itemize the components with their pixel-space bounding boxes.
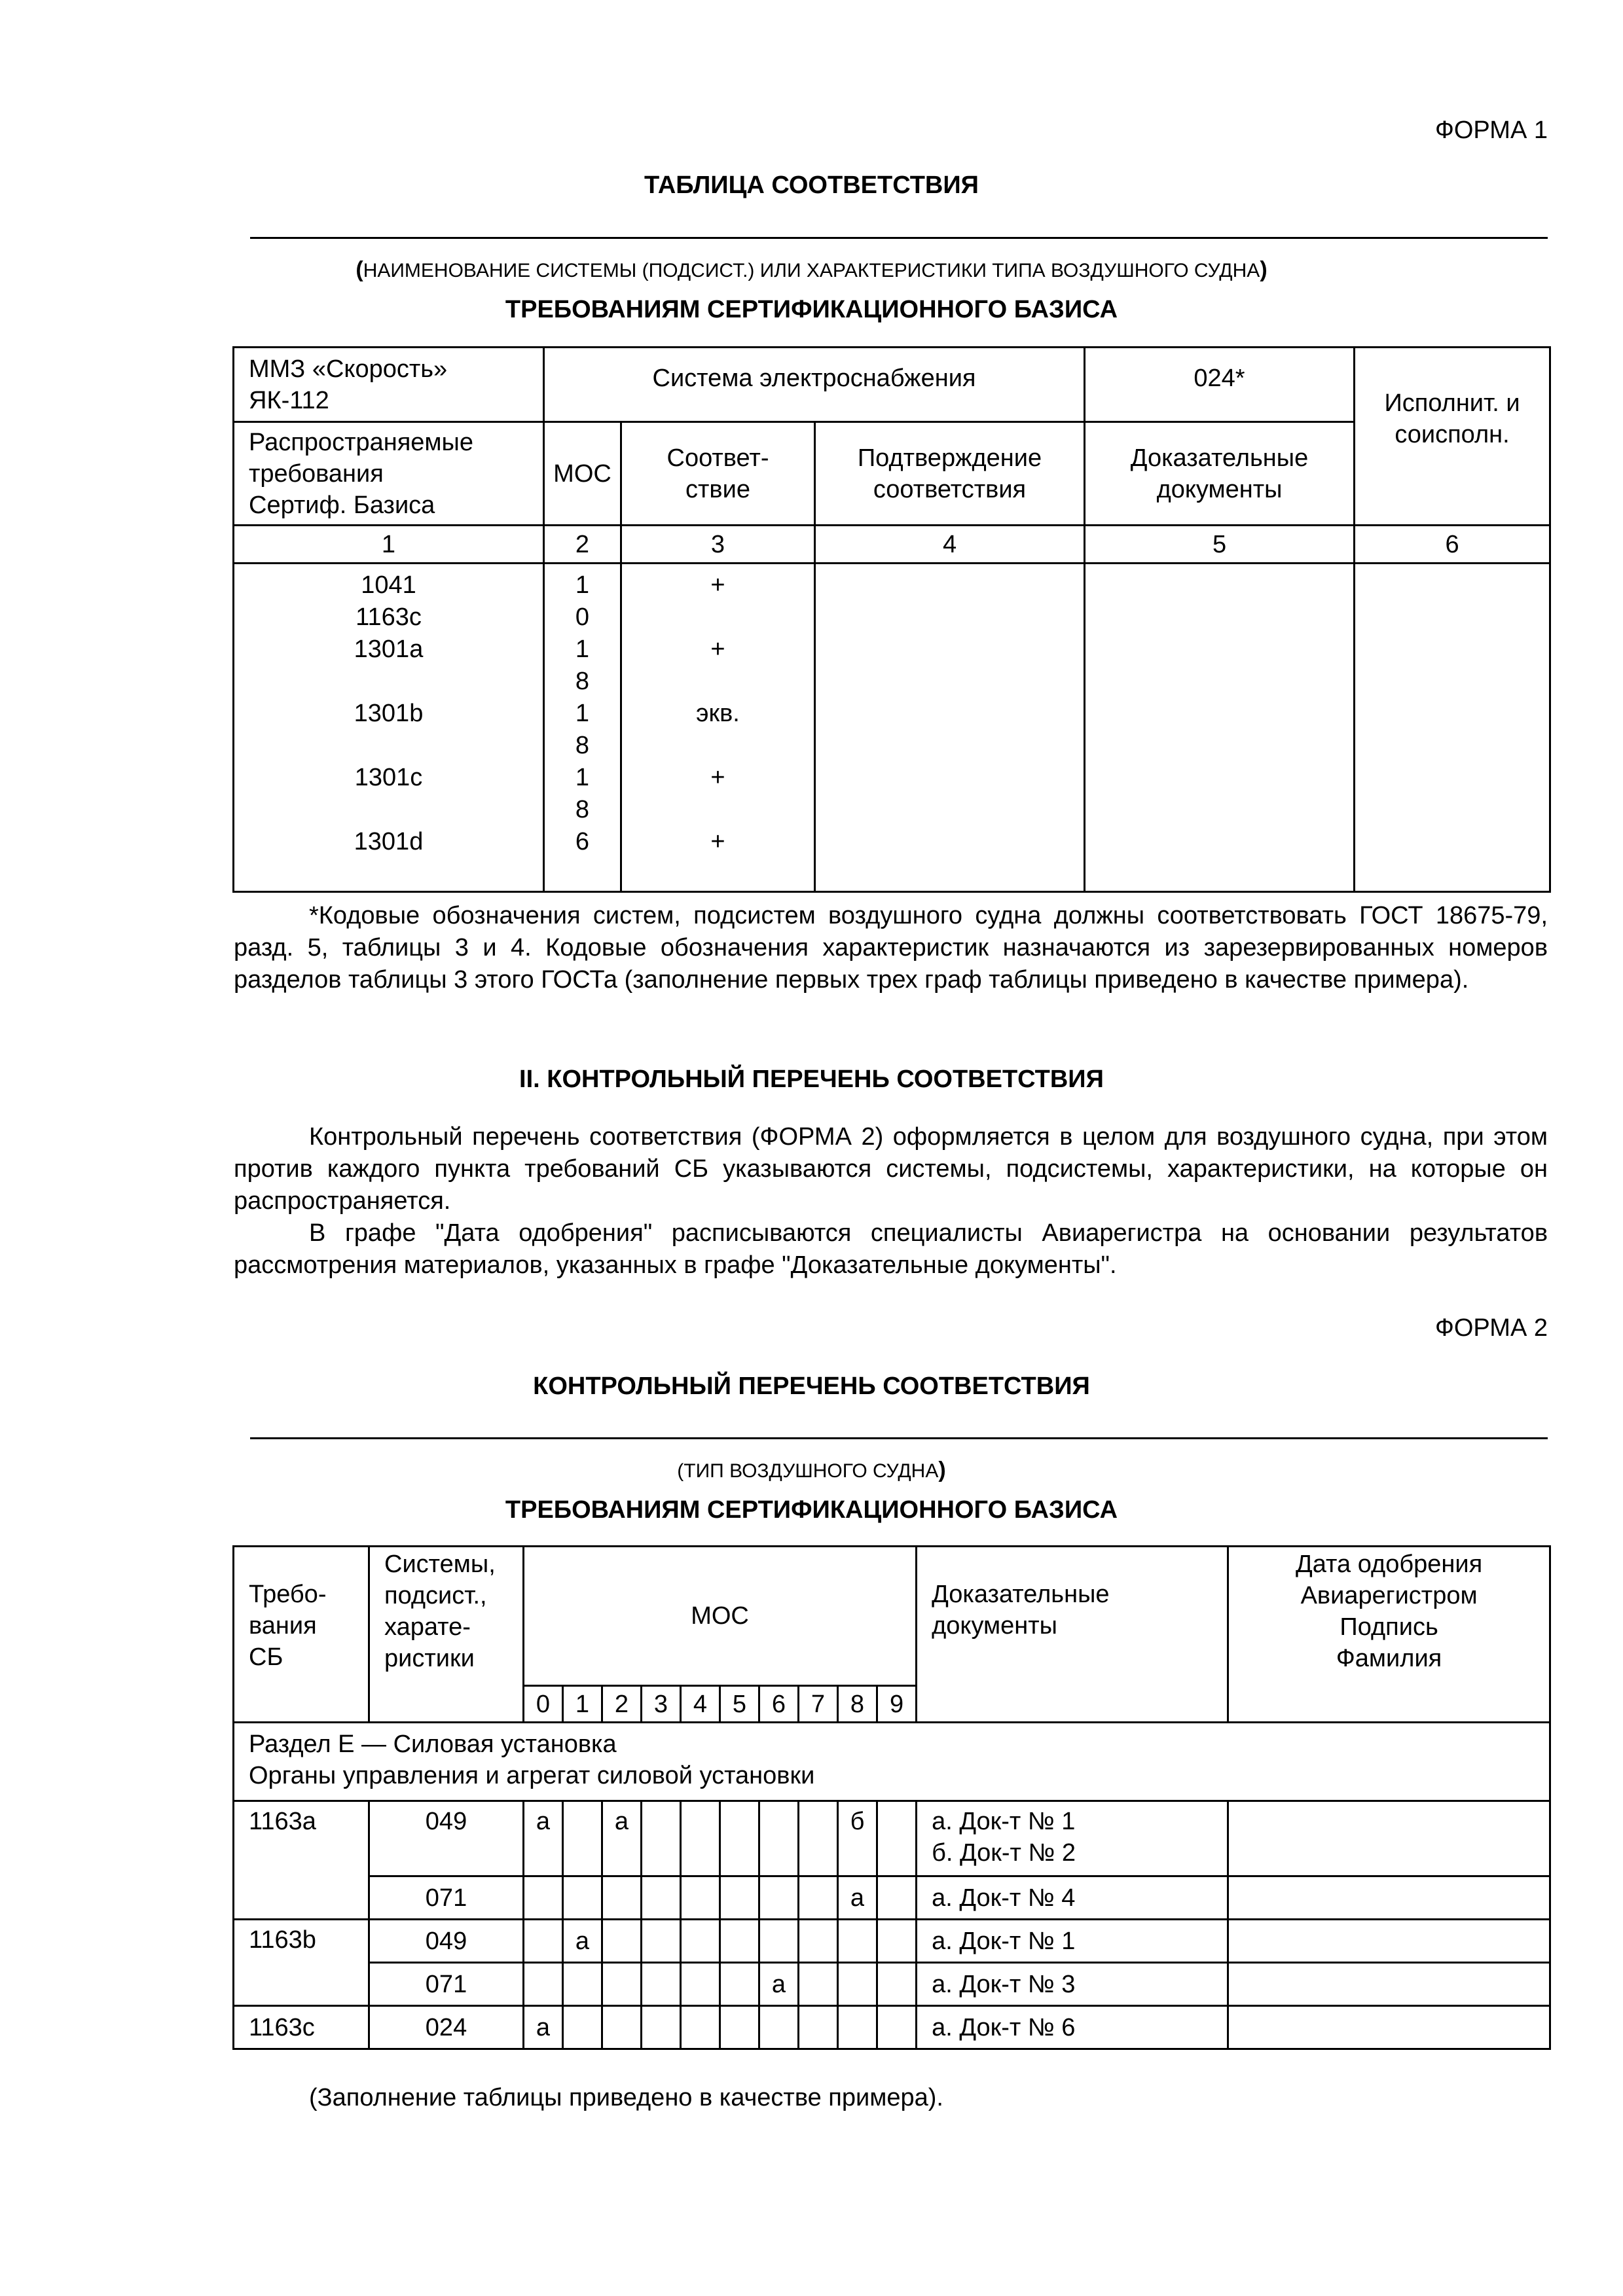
mos-cell <box>720 1876 759 1920</box>
executor-cell: Исполнит. и соисполн. <box>1355 348 1550 526</box>
approval-cell <box>1228 1801 1550 1876</box>
table-row <box>234 1963 1550 2006</box>
mos-cell <box>720 1801 759 1876</box>
mos-digit: 2 <box>602 1686 642 1723</box>
mos-digit: 4 <box>681 1686 720 1723</box>
mos-cell: а <box>524 2006 563 2049</box>
mos-cell <box>642 1876 681 1920</box>
col-number: 5 <box>1085 526 1355 564</box>
compliance-value <box>622 601 814 634</box>
mos-value: 1 <box>575 571 590 599</box>
mos-cell <box>759 1876 799 1920</box>
header-approval-date: Дата одобрения Авиарегистром Подпись Фамилия <box>1228 1547 1550 1723</box>
table-row-requirement: 1301d <box>354 828 424 855</box>
compliance-value: + <box>710 636 725 663</box>
aircraft-cell: ММЗ «Скорость» ЯК-112 <box>234 348 544 422</box>
mos-digit: 8 <box>838 1686 877 1723</box>
compliance-column <box>621 564 815 892</box>
col-number: 3 <box>621 526 815 564</box>
mos-cell <box>524 1876 563 1920</box>
docs-cell: а. Док-т № 4 <box>917 1876 1228 1920</box>
form-1-footnote: *Кодовые обозначения систем, подсистем воздушного судна должны соответствовать ГОСТ 18675-79, разд. 5, таблицы 3 и 4. Кодовые обозначения характеристик назначаются из зарезервированных номеров разделов таблицы 3 этого ГОСТа (заполнение первых трех граф таблицы приведено в качестве примера). <box>234 902 1548 994</box>
mos-cell <box>877 1920 917 1963</box>
compliance-value: экв. <box>696 700 740 727</box>
requirement-cell: 1163a <box>234 1801 369 1920</box>
approval-cell <box>1228 1963 1550 2006</box>
mos-cell <box>799 1801 838 1876</box>
header-confirmation: Подтверждение соответствия <box>815 422 1085 526</box>
system-code-cell: 024* <box>1085 348 1355 422</box>
header-requirements: Распространяемые требования Сертиф. Базиса <box>234 422 544 526</box>
mos-digit: 9 <box>877 1686 917 1723</box>
checklist-table <box>232 1545 1551 2050</box>
mos-cell <box>877 2006 917 2049</box>
section-2-paragraph-1: Контрольный перечень соответствия (ФОРМА 2) оформляется в целом для воздушного судна, при этом против каждого пункта требований СБ указываются системы, подсистемы, характеристики, на которые он распространяется. <box>234 1123 1548 1215</box>
mos-digit: 6 <box>759 1686 799 1723</box>
mos-cell <box>681 1963 720 2006</box>
mos-cell <box>563 1801 602 1876</box>
form-1-title: ТАБЛИЦА СООТВЕТСТВИЯ <box>644 171 979 199</box>
mos-cell <box>602 2006 642 2049</box>
mos-cell <box>642 1963 681 2006</box>
mos-digit: 3 <box>642 1686 681 1723</box>
col-number: 1 <box>234 526 544 564</box>
mos-value: 0 <box>575 603 590 631</box>
requirement-cell: 1163c <box>234 2006 369 2049</box>
table-row <box>234 1876 1550 1920</box>
mos-cell <box>602 1920 642 1963</box>
compliance-table <box>232 346 1551 893</box>
mos-cell <box>681 1801 720 1876</box>
name-underline <box>250 237 1548 239</box>
table-row-requirement: 1301b <box>354 700 424 727</box>
section-subtitle: Органы управления и агрегат силовой установки <box>249 1762 815 1789</box>
mos-cell <box>838 2006 877 2049</box>
executor-column <box>1355 564 1550 892</box>
section-2-paragraph-2: В графе "Дата одобрения" расписываются специалисты Авиарегистра на основании результатов рассмотрения материалов, указанных в графе "Доказательные документы". <box>234 1219 1548 1279</box>
mos-value: 6 <box>575 828 590 855</box>
table-row <box>234 1801 1550 1876</box>
system-cell: 049 <box>369 1801 524 1876</box>
requirement-cell: 1163b <box>234 1920 369 2006</box>
mos-digit: 1 <box>563 1686 602 1723</box>
mos-value: 8 <box>575 732 590 759</box>
form-1-subtitle: ТРЕБОВАНИЯМ СЕРТИФИКАЦИОННОГО БАЗИСА <box>505 296 1118 323</box>
header-mos: МОС <box>524 1547 917 1686</box>
compliance-value: + <box>710 764 725 791</box>
mos-cell <box>877 1801 917 1876</box>
header-evidence-docs: Доказательные документы <box>917 1547 1228 1723</box>
mos-cell <box>759 1920 799 1963</box>
mos-cell <box>720 2006 759 2049</box>
mos-cell <box>759 2006 799 2049</box>
section-title: Раздел Е — Силовая установка <box>249 1731 617 1758</box>
mos-cell: а <box>602 1801 642 1876</box>
form-2-note: (Заполнение таблицы приведено в качестве примера). <box>309 2084 943 2111</box>
approval-cell <box>1228 1920 1550 1963</box>
system-cell: 049 <box>369 1920 524 1963</box>
table-row-requirement: 1163c <box>356 603 422 631</box>
aircraft-type-underline <box>250 1437 1548 1439</box>
section-row <box>234 1723 1550 1801</box>
header-mos: МОС <box>544 422 621 526</box>
header-compliance: Соответ- ствие <box>621 422 815 526</box>
mos-cell <box>838 1963 877 2006</box>
table-row <box>234 2006 1550 2049</box>
mos-cell <box>877 1876 917 1920</box>
form-2-label: ФОРМА 2 <box>1434 1314 1548 1342</box>
mos-cell <box>799 1963 838 2006</box>
form-1-caption: (НАИМЕНОВАНИЕ СИСТЕМЫ (ПОДСИСТ.) ИЛИ ХАРАКТЕРИСТИКИ ТИПА ВОЗДУШНОГО СУДНА) <box>356 257 1267 282</box>
mos-cell <box>720 1963 759 2006</box>
col-number: 6 <box>1355 526 1550 564</box>
approval-cell <box>1228 1876 1550 1920</box>
form-2-caption: (ТИП ВОЗДУШНОГО СУДНА) <box>677 1458 946 1482</box>
mos-cell <box>563 1963 602 2006</box>
compliance-value: + <box>710 828 725 855</box>
mos-column <box>544 564 621 892</box>
mos-cell <box>799 2006 838 2049</box>
system-cell: 071 <box>369 1963 524 2006</box>
compliance-value: + <box>710 571 725 599</box>
table-row-requirement: 1301c <box>354 764 423 791</box>
col-number: 2 <box>544 526 621 564</box>
mos-cell <box>524 1920 563 1963</box>
docs-cell: а. Док-т № 1 <box>917 1920 1228 1963</box>
mos-cell <box>838 1920 877 1963</box>
system-name-cell: Система электроснабжения <box>544 348 1085 422</box>
table-row-requirement: 1041 <box>361 571 416 599</box>
mos-digit: 7 <box>799 1686 838 1723</box>
mos-digit: 0 <box>524 1686 563 1723</box>
evidence-column <box>1085 564 1355 892</box>
mos-cell <box>602 1876 642 1920</box>
form-2-title: КОНТРОЛЬНЫЙ ПЕРЕЧЕНЬ СООТВЕТСТВИЯ <box>533 1372 1090 1400</box>
docs-cell: а. Док-т № 3 <box>917 1963 1228 2006</box>
mos-cell <box>602 1963 642 2006</box>
mos-cell <box>642 1920 681 1963</box>
col-number: 4 <box>815 526 1085 564</box>
mos-value: 8 <box>575 668 590 695</box>
mos-cell <box>759 1801 799 1876</box>
mos-cell <box>681 1876 720 1920</box>
header-systems: Системы, подсист., харате- ристики <box>369 1547 524 1723</box>
mos-cell <box>799 1876 838 1920</box>
mos-value: 1 <box>575 764 590 791</box>
mos-digit: 5 <box>720 1686 759 1723</box>
mos-cell <box>524 1963 563 2006</box>
mos-cell <box>642 2006 681 2049</box>
mos-cell: а <box>759 1963 799 2006</box>
form-2-subtitle: ТРЕБОВАНИЯМ СЕРТИФИКАЦИОННОГО БАЗИСА <box>505 1496 1118 1524</box>
header-requirements-sb: Требо- вания СБ <box>234 1547 369 1723</box>
mos-value: 1 <box>575 636 590 663</box>
mos-cell <box>799 1920 838 1963</box>
mos-cell <box>681 2006 720 2049</box>
mos-cell <box>563 1876 602 1920</box>
mos-cell <box>720 1920 759 1963</box>
table-row-requirement: 1301a <box>354 636 424 663</box>
mos-cell: а <box>563 1920 602 1963</box>
mos-cell <box>563 2006 602 2049</box>
mos-value: 1 <box>575 700 590 727</box>
mos-cell <box>877 1963 917 2006</box>
requirements-column <box>234 564 544 892</box>
form-1-label: ФОРМА 1 <box>1434 117 1548 144</box>
mos-cell <box>642 1801 681 1876</box>
docs-cell: а. Док-т № 1 б. Док-т № 2 <box>917 1801 1228 1876</box>
header-evidence: Доказательные документы <box>1085 422 1355 526</box>
mos-cell <box>681 1920 720 1963</box>
system-cell: 024 <box>369 2006 524 2049</box>
table-row <box>234 1920 1550 1963</box>
approval-cell <box>1228 2006 1550 2049</box>
mos-value: 8 <box>575 796 590 823</box>
mos-cell: а <box>524 1801 563 1876</box>
system-cell: 071 <box>369 1876 524 1920</box>
docs-cell: а. Док-т № 6 <box>917 2006 1228 2049</box>
mos-cell: б <box>838 1801 877 1876</box>
mos-cell: а <box>838 1876 877 1920</box>
confirmation-column <box>815 564 1085 892</box>
section-2-heading: II. КОНТРОЛЬНЫЙ ПЕРЕЧЕНЬ СООТВЕТСТВИЯ <box>519 1066 1104 1093</box>
